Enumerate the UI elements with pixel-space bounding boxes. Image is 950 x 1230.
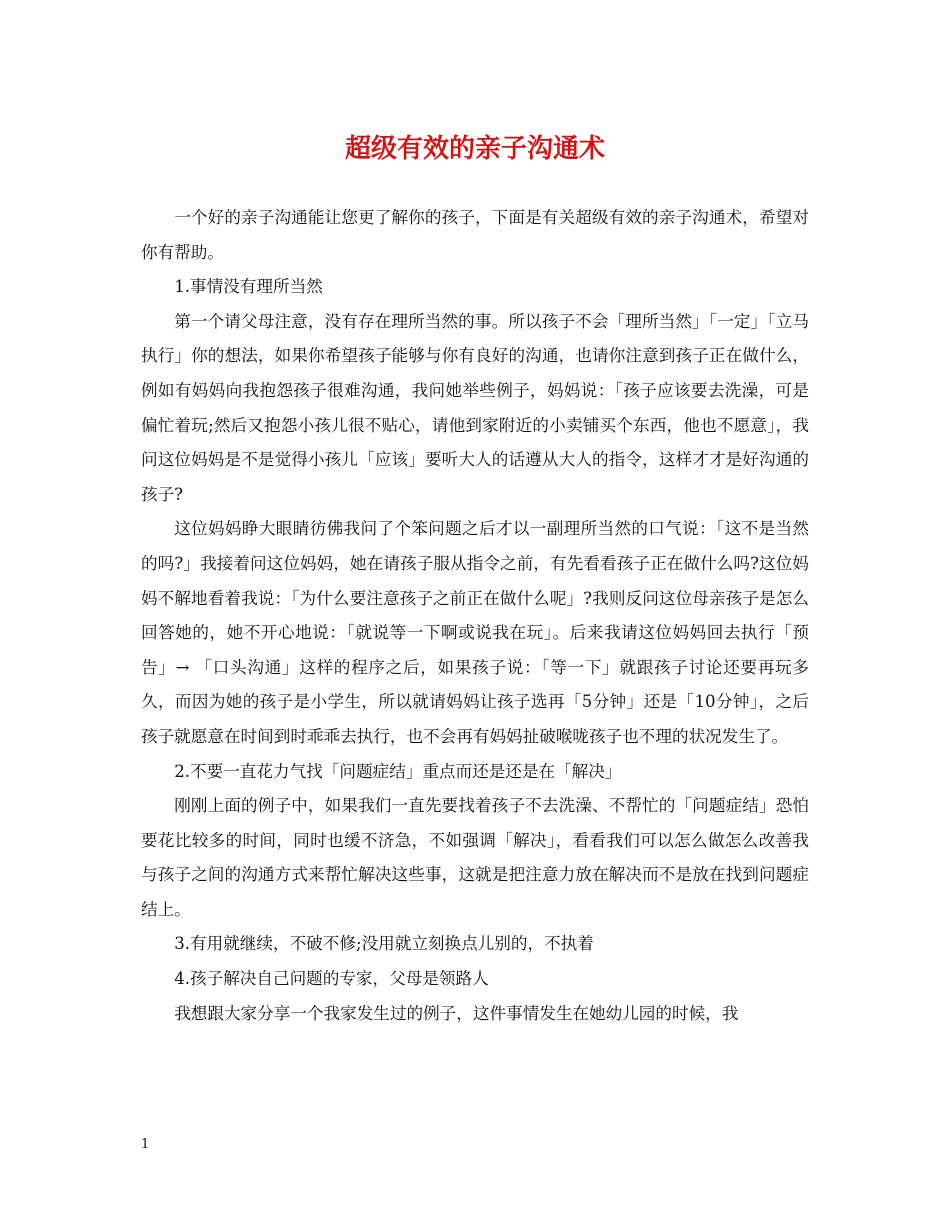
body-paragraph: 第一个请父母注意，没有存在理所当然的事。所以孩子不会「理所当然」「一定」「立马执行」你的想法，如果你希望孩子能够与你有良好的沟通，也请你注意到孩子正在做什么，例如有妈妈向我抱怨孩子很难沟通，我问她举些例子，妈妈说：「孩子应该要去洗澡，可是偏忙着玩;然后又抱怨小孩儿很不贴心，请他到家附近的小卖铺买个东西，他也不愿意」，我问这位妈妈是不是觉得小孩儿「应该」要听大人的话遵从大人的指令，这样才才是好沟通的孩子? [141, 311, 809, 504]
document-title: 超级有效的亲子沟通术 [344, 134, 605, 164]
page-number: 1 [141, 1137, 150, 1152]
body-paragraph: 这位妈妈睁大眼睛彷佛我问了个笨问题之后才以一副理所当然的口气说：「这不是当然的吗?」我接着问这位妈妈，她在请孩子服从指令之前，有先看看孩子正在做什么吗?这位妈妈不解地看着我说：「为什么要注意孩子之前正在做什么呢」?我则反问这位母亲孩子是怎么回答她的，她不开心地说：「就说等一下啊或说我在玩」。后来我请这位妈妈回去执行「预告」→ 「口头沟通」这样的程序之后，如果孩子说：「等一下」就跟孩子讨论还要再玩多久，而因为她的孩子是小学生，所以就请妈妈让孩子选再「5分钟」还是「10分钟」，之后孩子就愿意在时间到时乖乖去执行，也不会再有妈妈扯破喉咙孩子也不理的状况发生了。 [141, 519, 809, 746]
section-heading-4: 4.孩子解决自己问题的专家，父母是领路人 [174, 969, 489, 989]
section-heading-1: 1.事情没有理所当然 [174, 277, 323, 297]
body-paragraph: 刚刚上面的例子中，如果我们一直先要找着孩子不去洗澡、不帮忙的「问题症结」恐怕要花比较多的时间，同时也缓不济急，不如强调「解决」，看看我们可以怎么做怎么改善我与孩子之间的沟通方式来帮忙解决这些事，这就是把注意力放在解决而不是放在找到问题症结上。 [141, 796, 809, 919]
section-heading-2: 2.不要一直花力气找「问题症结」重点而还是还是在「解决」 [174, 761, 622, 781]
body-paragraph: 我想跟大家分享一个我家发生过的例子，这件事情发生在她幼儿园的时候，我 [174, 1003, 739, 1023]
document-body [141, 201, 809, 1031]
section-heading-3: 3.有用就继续，不破不修;没用就立刻换点儿别的，不执着 [174, 934, 594, 954]
intro-paragraph: 一个好的亲子沟通能让您更了解你的孩子，下面是有关超级有效的亲子沟通术，希望对你有帮助。 [141, 208, 809, 262]
